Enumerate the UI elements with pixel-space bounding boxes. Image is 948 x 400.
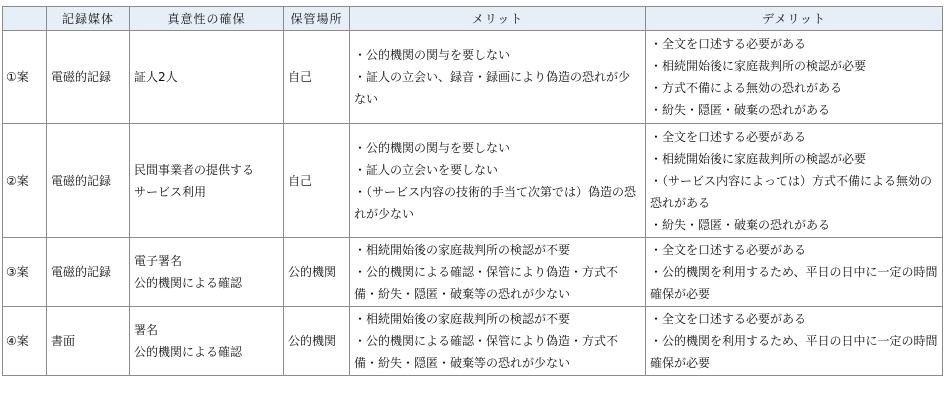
merit-item: ・公的機関の関与を要しない [354,48,511,62]
header-case [3,7,47,31]
header-storage: 保管場所 [284,7,350,31]
demerit-item: ・全文を口述する必要がある [650,129,807,144]
header-merits: メリット [350,7,646,31]
merits-cell [350,307,646,376]
authenticity-cell [130,307,284,376]
authenticity-line: サービス利用 [134,184,207,199]
demerit-item: ・紛失・隠匿・破棄の恐れがある [650,217,831,232]
storage-cell: 公的機関 [284,307,350,376]
merit-item: ・公的機関の関与を要しない [354,140,511,155]
table-row [3,124,943,238]
authenticity-line: 電子署名 [134,254,183,268]
merits-cell [350,124,646,238]
authenticity-cell [130,124,284,238]
authenticity-line: 公的機関による確認 [134,345,243,359]
media-cell: 電磁的記録 [47,31,130,124]
storage-cell: 自己 [284,124,350,238]
case-label: ③案 [3,238,47,307]
storage-cell: 公的機関 [284,238,350,307]
authenticity-line: 民間事業者の提供する [134,162,255,177]
merit-item: ・相続開始後の家庭裁判所の検認が不要 [354,312,571,326]
merit-item: ・公的機関による確認・保管により偽造・方式不備・紛失・隠匿・破棄等の恐れが少ない [354,334,619,370]
merit-item: ・相続開始後の家庭裁判所の検認が不要 [354,243,571,257]
case-label: ④案 [3,307,47,376]
case-label: ①案 [3,31,47,124]
comparison-table-wrapper [2,6,943,376]
demerits-cell [646,307,943,376]
demerit-item: ・紛失・隠匿・破棄の恐れがある [650,103,831,117]
demerits-cell [646,124,943,238]
demerit-item: ・（サービス内容によっては）方式不備による無効の恐れがある [650,173,933,210]
demerits-cell [646,238,943,307]
header-demerits: デメリット [646,7,943,31]
media-cell: 電磁的記録 [47,124,130,238]
storage-cell: 自己 [284,31,350,124]
authenticity-cell [130,31,284,124]
demerit-item: ・相続開始後に家庭裁判所の検認が必要 [650,59,867,73]
merit-item: ・公的機関による確認・保管により偽造・方式不備・紛失・隠匿・破棄等の恐れが少ない [354,265,619,301]
media-cell: 電磁的記録 [47,238,130,307]
authenticity-cell [130,238,284,307]
demerit-item: ・全文を口述する必要がある [650,37,807,51]
header-media: 記録媒体 [47,7,130,31]
demerit-item: ・全文を口述する必要がある [650,243,807,257]
authenticity-line: 公的機関による確認 [134,276,243,290]
demerits-cell [646,31,943,124]
merits-cell [350,238,646,307]
header-row [3,7,943,31]
demerit-item: ・方式不備による無効の恐れがある [650,81,843,95]
authenticity-line: 証人2人 [134,70,178,84]
demerit-item: ・公的機関を利用するため、平日の日中に一定の時間確保が必要 [650,334,938,370]
media-cell: 書面 [47,307,130,376]
authenticity-line: 署名 [134,323,159,337]
table-row [3,31,943,124]
demerit-item: ・全文を口述する必要がある [650,312,807,326]
merit-item: ・証人の立会い、録音・録画により偽造の恐れが少ない [354,70,631,106]
demerit-item: ・公的機関を利用するため、平日の日中に一定の時間確保が必要 [650,265,938,301]
table-row [3,307,943,376]
comparison-table [2,6,943,376]
merits-cell [350,31,646,124]
header-authenticity: 真意性の確保 [130,7,284,31]
demerit-item: ・相続開始後に家庭裁判所の検認が必要 [650,151,867,166]
merit-item: ・証人の立会いを要しない [354,162,499,177]
merit-item: ・（サービス内容の技術的手当て次第では）偽造の恐れが少ない [354,184,637,221]
case-label: ②案 [3,124,47,238]
table-row [3,238,943,307]
